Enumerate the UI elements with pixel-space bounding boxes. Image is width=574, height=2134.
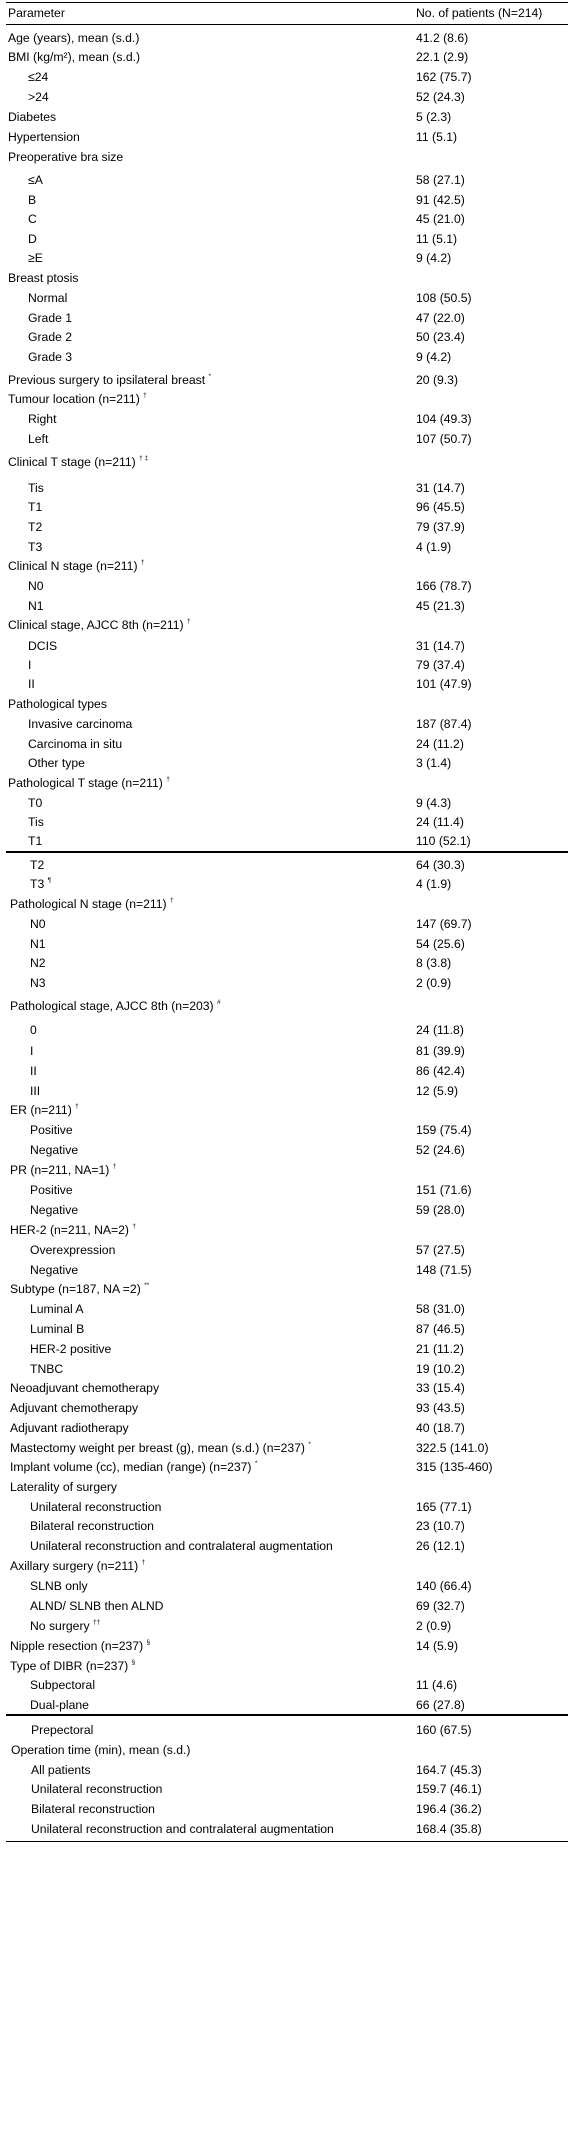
- footnote-marker: *: [308, 1440, 311, 1448]
- parameter-label: Grade 3: [28, 350, 73, 364]
- patient-count: 12 (5.9): [416, 1084, 459, 1098]
- parameter-label: Type of DIBR (n=237) §: [10, 1658, 136, 1673]
- patient-count: 101 (47.9): [416, 677, 472, 691]
- patient-count: 5 (2.3): [416, 110, 452, 124]
- patient-count: 19 (10.2): [416, 1362, 465, 1376]
- patient-count: 93 (43.5): [416, 1401, 465, 1415]
- patient-count: 165 (77.1): [416, 1500, 472, 1514]
- parameter-label: Other type: [28, 756, 85, 770]
- patient-count: 148 (71.5): [416, 1263, 472, 1277]
- parameter-label: Luminal B: [30, 1322, 85, 1336]
- footnote-marker: **: [144, 1281, 150, 1289]
- table-row: [0, 429, 574, 449]
- patient-count: 11 (5.1): [416, 130, 458, 144]
- parameter-label: SLNB only: [30, 1579, 88, 1593]
- patient-count: 58 (31.0): [416, 1302, 465, 1316]
- patient-count: 96 (45.5): [416, 500, 465, 514]
- parameter-label: Clinical stage, AJCC 8th (n=211) †: [8, 617, 191, 632]
- table-row: [0, 347, 574, 367]
- table-row: [0, 1497, 574, 1517]
- parameter-label: Age (years), mean (s.d.): [8, 31, 140, 45]
- table-row: [0, 1536, 574, 1556]
- parameter-label: II: [28, 677, 35, 691]
- table-row: [0, 127, 574, 147]
- parameter-label: N1: [28, 599, 44, 613]
- patient-count: 322.5 (141.0): [416, 1441, 489, 1455]
- table-header-row: [0, 3, 574, 23]
- parameter-label: Carcinoma in situ: [28, 737, 123, 751]
- parameter-label: T0: [28, 796, 43, 810]
- patient-count: 47 (22.0): [416, 311, 465, 325]
- parameter-label: Bilateral reconstruction: [31, 1802, 155, 1816]
- parameter-label: BMI (kg/m²), mean (s.d.): [8, 50, 141, 64]
- parameter-label: TNBC: [30, 1362, 64, 1376]
- table-row: [0, 1760, 574, 1780]
- parameter-label: ER (n=211) †: [10, 1102, 79, 1117]
- parameter-label: Luminal A: [30, 1302, 84, 1316]
- table-row: [0, 674, 574, 694]
- parameter-label: T1: [28, 834, 43, 848]
- table-row: [0, 1779, 574, 1799]
- parameter-label: ≤24: [28, 70, 49, 84]
- parameter-label: Subpectoral: [30, 1678, 96, 1692]
- parameter-label: D: [28, 232, 37, 246]
- parameter-label: Diabetes: [8, 110, 57, 124]
- table-row: [0, 107, 574, 127]
- patient-count: 23 (10.7): [416, 1519, 465, 1533]
- parameter-label: II: [30, 1064, 37, 1078]
- patient-count: 31 (14.7): [416, 481, 465, 495]
- header-patients: No. of patients (N=214): [416, 6, 543, 20]
- parameter-label: Left: [28, 432, 49, 446]
- parameter-label: No surgery ††: [30, 1618, 101, 1633]
- patient-count: 315 (135-460): [416, 1460, 493, 1474]
- table-row: [0, 1556, 574, 1576]
- patient-count: 66 (27.8): [416, 1698, 465, 1712]
- patient-count: 52 (24.3): [416, 90, 465, 104]
- patient-count: 14 (5.9): [416, 1639, 459, 1653]
- parameter-label: Grade 2: [28, 330, 73, 344]
- table-row: [0, 1675, 574, 1695]
- patient-count: 187 (87.4): [416, 717, 472, 731]
- parameter-label: >24: [28, 90, 49, 104]
- parameter-label: T3: [28, 540, 43, 554]
- parameter-label: Tis: [28, 481, 44, 495]
- patient-count: 166 (78.7): [416, 579, 472, 593]
- table-row: [0, 1616, 574, 1636]
- footnote-marker: *: [254, 1459, 258, 1467]
- patient-count: 196.4 (36.2): [416, 1802, 482, 1816]
- parameter-label: Adjuvant radiotherapy: [10, 1421, 129, 1435]
- table-row: [0, 934, 574, 954]
- parameter-label: Positive: [30, 1183, 73, 1197]
- table-row: [0, 1438, 574, 1458]
- patient-count: 159.7 (46.1): [416, 1782, 482, 1796]
- parameter-label: Clinical N stage (n=211) †: [8, 558, 145, 573]
- parameter-label: Positive: [30, 1123, 73, 1137]
- table-row: [0, 615, 574, 635]
- footnote-marker: *: [208, 372, 212, 380]
- table-row: [0, 308, 574, 328]
- parameter-label: I: [30, 1044, 34, 1058]
- patient-count: 69 (32.7): [416, 1599, 465, 1613]
- patient-count: 24 (11.2): [416, 737, 464, 751]
- table-row: [0, 773, 574, 793]
- table-row: [0, 1081, 574, 1101]
- patient-count: 159 (75.4): [416, 1123, 472, 1137]
- parameter-label: N2: [30, 956, 46, 970]
- table-row: [0, 452, 574, 472]
- parameter-label: B: [28, 193, 37, 207]
- header-rule: [6, 24, 568, 25]
- parameter-label: 0: [30, 1023, 37, 1037]
- table-row: [0, 855, 574, 875]
- footnote-marker: §: [131, 1658, 136, 1666]
- table-row: [0, 694, 574, 714]
- parameter-label: I: [28, 658, 32, 672]
- parameter-label: Overexpression: [30, 1243, 116, 1257]
- patient-count: 91 (42.5): [416, 193, 465, 207]
- table-row: [0, 1041, 574, 1061]
- table-row: [0, 636, 574, 656]
- patient-count: 9 (4.3): [416, 796, 452, 810]
- patient-count: 8 (3.8): [416, 956, 452, 970]
- table-row: [0, 1319, 574, 1339]
- table-row: [0, 288, 574, 308]
- table-row: [0, 497, 574, 517]
- parameter-label: Subtype (n=187, NA =2) **: [10, 1281, 150, 1296]
- patient-count: 4 (1.9): [416, 877, 452, 891]
- patient-count: 2 (0.9): [416, 976, 452, 990]
- table-row: [0, 1299, 574, 1319]
- parameter-label: N0: [28, 579, 44, 593]
- table-row: [0, 1398, 574, 1418]
- table-row: [0, 370, 574, 390]
- parameter-label: Right: [28, 412, 57, 426]
- parameter-label: HER-2 positive: [30, 1342, 112, 1356]
- table-row: [0, 753, 574, 773]
- patient-count: 24 (11.8): [416, 1023, 464, 1037]
- table-row: [0, 1140, 574, 1160]
- parameter-label: Breast ptosis: [8, 271, 79, 285]
- footnote-marker: †: [132, 1222, 137, 1230]
- footnote-marker: †: [141, 1558, 146, 1566]
- patient-count: 26 (12.1): [416, 1539, 465, 1553]
- footnote-marker: †: [143, 391, 147, 399]
- table-row: [0, 734, 574, 754]
- table-row: [0, 1200, 574, 1220]
- parameter-label: Pathological N stage (n=211) †: [10, 896, 174, 911]
- patient-count: 87 (46.5): [416, 1322, 465, 1336]
- table-row: [0, 1418, 574, 1438]
- table-row: [0, 47, 574, 67]
- parameter-label: Previous surgery to ipsilateral breast *: [8, 372, 212, 387]
- table-row: [0, 831, 574, 851]
- parameter-label: N0: [30, 917, 46, 931]
- table-row: [0, 1656, 574, 1676]
- patient-count: 22.1 (2.9): [416, 50, 469, 64]
- footnote-marker: †: [166, 775, 170, 783]
- table-row: [0, 1260, 574, 1280]
- patient-count: 9 (4.2): [416, 350, 452, 364]
- patient-count: 21 (11.2): [416, 1342, 464, 1356]
- footnote-marker: †: [112, 1162, 117, 1170]
- parameter-label: Mastectomy weight per breast (g), mean (s.d.) (n=237) *: [10, 1440, 311, 1455]
- patient-count: 2 (0.9): [416, 1619, 452, 1633]
- parameter-label: Unilateral reconstruction and contralateral augmentation: [31, 1822, 334, 1836]
- parameter-label: ≥E: [28, 251, 43, 265]
- parameter-label: PR (n=211, NA=1) †: [10, 1162, 117, 1177]
- patient-count: 162 (75.7): [416, 70, 472, 84]
- patient-count: 58 (27.1): [416, 173, 465, 187]
- parameter-label: Tis: [28, 815, 44, 829]
- patient-count: 151 (71.6): [416, 1183, 472, 1197]
- parameter-label: Prepectoral: [31, 1723, 94, 1737]
- table-row: [0, 1477, 574, 1497]
- patient-count: 107 (50.7): [416, 432, 472, 446]
- footnote-marker: ¶: [47, 876, 52, 884]
- parameter-label: All patients: [31, 1763, 91, 1777]
- parameter-label: N3: [30, 976, 46, 990]
- patient-count: 31 (14.7): [416, 639, 465, 653]
- patient-count: 41.2 (8.6): [416, 31, 469, 45]
- patient-count: 11 (5.1): [416, 232, 458, 246]
- parameter-label: Negative: [30, 1263, 79, 1277]
- parameter-label: Clinical T stage (n=211) † ‡: [8, 454, 149, 469]
- patient-count: 40 (18.7): [416, 1421, 465, 1435]
- patient-count: 79 (37.9): [416, 520, 465, 534]
- patient-count: 24 (11.4): [416, 815, 464, 829]
- patient-count: 79 (37.4): [416, 658, 465, 672]
- table-row: [0, 1799, 574, 1819]
- parameter-label: T2: [28, 520, 43, 534]
- table-row: [0, 537, 574, 557]
- table-row: [0, 190, 574, 210]
- footnote-marker: †: [75, 1102, 79, 1110]
- parameter-label: Unilateral reconstruction: [31, 1782, 163, 1796]
- patient-count: 59 (28.0): [416, 1203, 465, 1217]
- table-row: [0, 248, 574, 268]
- parameter-label: Pathological T stage (n=211) †: [8, 775, 170, 790]
- table-row: [0, 478, 574, 498]
- section-break-rule: [6, 1714, 568, 1716]
- footnote-marker: ††: [93, 1618, 101, 1626]
- parameter-label: Pathological types: [8, 697, 107, 711]
- patient-count: 54 (25.6): [416, 937, 465, 951]
- table-row: [0, 1576, 574, 1596]
- table-row: [0, 596, 574, 616]
- parameter-label: DCIS: [28, 639, 58, 653]
- table-row: [0, 1596, 574, 1616]
- footnote-marker: §: [146, 1638, 151, 1646]
- patient-count: 57 (27.5): [416, 1243, 465, 1257]
- table-row: [0, 655, 574, 675]
- table-row: [0, 1220, 574, 1240]
- table-row: [0, 1516, 574, 1536]
- table-row: [0, 1120, 574, 1140]
- table-row: [0, 556, 574, 576]
- parameter-label: Negative: [30, 1143, 79, 1157]
- parameter-label: T1: [28, 500, 43, 514]
- table-row: [0, 894, 574, 914]
- patient-count: 45 (21.0): [416, 212, 465, 226]
- section-break-rule: [6, 851, 568, 853]
- parameter-label: Adjuvant chemotherapy: [10, 1401, 139, 1415]
- parameter-label: III: [30, 1084, 41, 1098]
- table-row: [0, 1359, 574, 1379]
- parameter-label: Hypertension: [8, 130, 80, 144]
- patient-count: 52 (24.6): [416, 1143, 465, 1157]
- table-row: [0, 874, 574, 894]
- parameter-label: Tumour location (n=211) †: [8, 391, 147, 406]
- patient-count: 64 (30.3): [416, 858, 465, 872]
- table-row: [0, 576, 574, 596]
- patient-count: 86 (42.4): [416, 1064, 465, 1078]
- table-row: [0, 1695, 574, 1715]
- table-row: [0, 1160, 574, 1180]
- parameter-label: Laterality of surgery: [10, 1480, 118, 1494]
- table-row: [0, 1020, 574, 1040]
- table-bottom-rule: [6, 1841, 568, 1842]
- table-row: [0, 389, 574, 409]
- table-row: [0, 1457, 574, 1477]
- patient-count: 50 (23.4): [416, 330, 465, 344]
- table-row: [0, 953, 574, 973]
- parameter-label: Grade 1: [28, 311, 73, 325]
- table-row: [0, 209, 574, 229]
- patient-count: 147 (69.7): [416, 917, 472, 931]
- parameter-label: Neoadjuvant chemotherapy: [10, 1381, 160, 1395]
- table-row: [0, 517, 574, 537]
- table-row: [0, 812, 574, 832]
- footnote-marker: †: [170, 896, 174, 904]
- table-row: [0, 714, 574, 734]
- parameter-label: C: [28, 212, 37, 226]
- patient-count: 3 (1.4): [416, 756, 452, 770]
- patient-count: 164.7 (45.3): [416, 1763, 482, 1777]
- table-row: [0, 327, 574, 347]
- patient-count: 168.4 (35.8): [416, 1822, 482, 1836]
- parameter-label: Negative: [30, 1203, 79, 1217]
- patient-count: 9 (4.2): [416, 251, 452, 265]
- table-row: [0, 1279, 574, 1299]
- footnote-marker: #: [216, 998, 221, 1006]
- table-row: [0, 28, 574, 48]
- parameter-label: Implant volume (cc), median (range) (n=237) *: [10, 1459, 258, 1474]
- parameter-label: Unilateral reconstruction and contralateral augmentation: [30, 1539, 333, 1553]
- footnote-marker: † ‡: [139, 454, 149, 462]
- parameter-label: HER-2 (n=211, NA=2) †: [10, 1222, 137, 1237]
- table-row: [0, 1061, 574, 1081]
- table-row: [0, 1720, 574, 1740]
- table-row: [0, 1100, 574, 1120]
- table-row: [0, 914, 574, 934]
- parameter-label: N1: [30, 937, 46, 951]
- table-row: [0, 409, 574, 429]
- parameter-label: Preoperative bra size: [8, 150, 124, 164]
- parameter-label: Unilateral reconstruction: [30, 1500, 162, 1514]
- table-row: [0, 1819, 574, 1839]
- patient-count: 11 (4.6): [416, 1678, 458, 1692]
- parameter-label: ALND/ SLNB then ALND: [30, 1599, 164, 1613]
- parameter-label: Pathological stage, AJCC 8th (n=203) #: [10, 998, 221, 1013]
- patient-count: 110 (52.1): [416, 834, 471, 848]
- footnote-marker: †: [186, 617, 191, 625]
- parameter-label: T2: [30, 858, 45, 872]
- parameter-label: Invasive carcinoma: [28, 717, 133, 731]
- table-row: [0, 1740, 574, 1760]
- parameter-label: Operation time (min), mean (s.d.): [11, 1743, 191, 1757]
- patient-count: 104 (49.3): [416, 412, 472, 426]
- patient-count: 45 (21.3): [416, 599, 465, 613]
- table-row: [0, 973, 574, 993]
- parameter-label: Bilateral reconstruction: [30, 1519, 154, 1533]
- parameter-label: Nipple resection (n=237) §: [10, 1638, 151, 1653]
- table-row: [0, 1339, 574, 1359]
- parameter-label: ≤A: [28, 173, 43, 187]
- patient-count: 160 (67.5): [416, 1723, 472, 1737]
- footnote-marker: †: [140, 558, 145, 566]
- header-parameter: Parameter: [8, 6, 65, 20]
- table-row: [0, 170, 574, 190]
- table-row: [0, 87, 574, 107]
- table-row: [0, 1180, 574, 1200]
- table-row: [0, 1378, 574, 1398]
- table-row: [0, 67, 574, 87]
- table-row: [0, 1240, 574, 1260]
- patient-count: 140 (66.4): [416, 1579, 472, 1593]
- table-row: [0, 268, 574, 288]
- parameter-label: T3 ¶: [30, 876, 52, 891]
- parameter-label: Dual-plane: [30, 1698, 89, 1712]
- patient-count: 20 (9.3): [416, 373, 459, 387]
- patient-count: 108 (50.5): [416, 291, 472, 305]
- patient-count: 81 (39.9): [416, 1044, 465, 1058]
- table-row: [0, 793, 574, 813]
- patient-count: 33 (15.4): [416, 1381, 465, 1395]
- table-row: [0, 147, 574, 167]
- patient-count: 4 (1.9): [416, 540, 452, 554]
- table-row: [0, 229, 574, 249]
- table-row: [0, 996, 574, 1016]
- parameter-label: Axillary surgery (n=211) †: [10, 1558, 146, 1573]
- table-row: [0, 1636, 574, 1656]
- parameter-label: Normal: [28, 291, 68, 305]
